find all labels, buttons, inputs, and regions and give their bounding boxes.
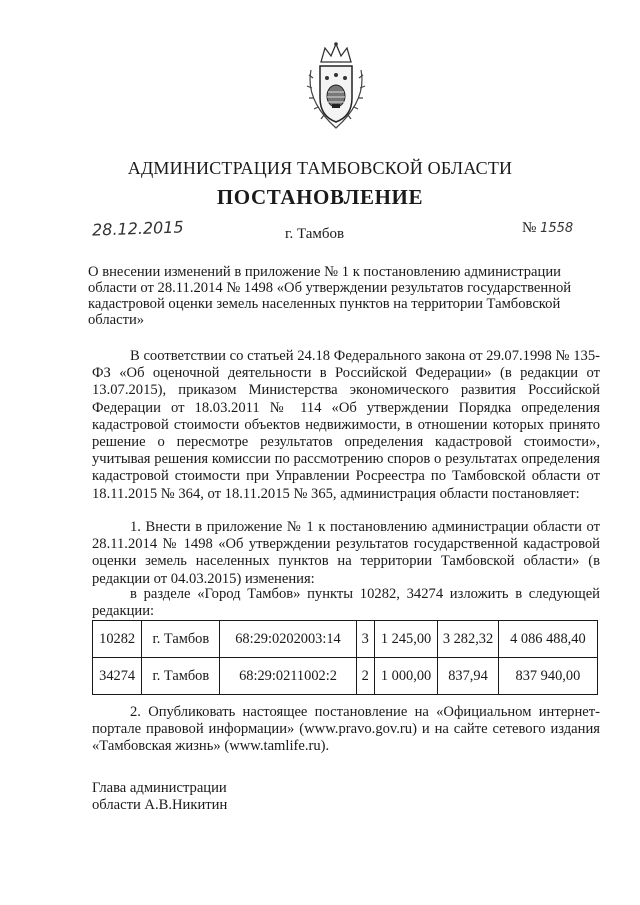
number-label: № (522, 220, 537, 236)
table-cell: 1 000,00 (374, 658, 437, 695)
table-cell: 4 086 488,40 (498, 621, 597, 658)
table-cell: 1 245,00 (374, 621, 437, 658)
document-city: г. Тамбов (285, 226, 345, 242)
table-row (93, 621, 598, 658)
coat-of-arms-emblem (301, 40, 371, 132)
document-date: 28.12.2015 (91, 217, 184, 240)
preamble-paragraph: В соответствии со статьей 24.18 Федерального закона от 29.07.1998 № 135-ФЗ «Об оценочной деятельности в Российской Федерации» (в редакции от 13.07.2015), приказом Министерства экономического развития Российской Федерации от 18.03.2011 № 114 «Об утверждении Порядка определения кадастровой стоимости объектов недвижимости, в отношении которых принято решение о пересмотре результатов определения кадастровой стоимости», учитывая решения комиссии по рассмотрению споров о результатах определения кадастровой стоимости при Управлении Росреестра по Тамбовской области от 18.11.2015 № 364, от 18.11.2015 № 365, администрация области постановляет: (92, 348, 600, 502)
table-cell: 34274 (93, 658, 142, 695)
table-cell: 3 282,32 (438, 621, 499, 658)
document-subject: О внесении изменений в приложение № 1 к постановлению администрации области от 28.11.2014 № 1498 «Об утверждении результатов государственной кадастровой оценки земель населенных пунктов на территории Тамбовской области» (88, 264, 572, 328)
table-cell: г. Тамбов (142, 621, 220, 658)
document-number (522, 220, 573, 237)
signature-name: области А.В.Никитин (92, 797, 228, 813)
table-cell: 2 (356, 658, 374, 695)
organization-title: АДМИНИСТРАЦИЯ ТАМБОВСКОЙ ОБЛАСТИ (127, 158, 513, 178)
item-1-paragraph: 1. Внести в приложение № 1 к постановлению администрации области от 28.11.2014 № 1498 «Об утверждении результатов государственной кадастровой оценки земель населенных пунктов на территории Тамбовской области» (в редакции от 04.03.2015) изменения: (92, 519, 600, 587)
item-2-paragraph: 2. Опубликовать настоящее постановление на «Официальном интернет-портале правовой информации» (www.pravo.gov.ru) и на сайте сетевого издания «Тамбовская жизнь» (www.tamlife.ru). (92, 704, 600, 755)
table-cell: 837 940,00 (498, 658, 597, 695)
table-row (93, 658, 598, 695)
number-value: 1558 (540, 221, 574, 236)
item-1-subparagraph: в разделе «Город Тамбов» пункты 10282, 34274 изложить в следующей редакции: (92, 586, 600, 620)
table-cell: 837,94 (438, 658, 499, 695)
table-cell: 10282 (93, 621, 142, 658)
document-type: ПОСТАНОВЛЕНИЕ (216, 185, 424, 209)
table-cell: 68:29:0211002:2 (220, 658, 356, 695)
table-cell: 68:29:0202003:14 (220, 621, 356, 658)
cadastral-value-table (92, 620, 598, 695)
table-cell: г. Тамбов (142, 658, 220, 695)
signature-block (92, 780, 227, 814)
signature-title: Глава администрации (92, 780, 227, 796)
table-cell: 3 (356, 621, 374, 658)
